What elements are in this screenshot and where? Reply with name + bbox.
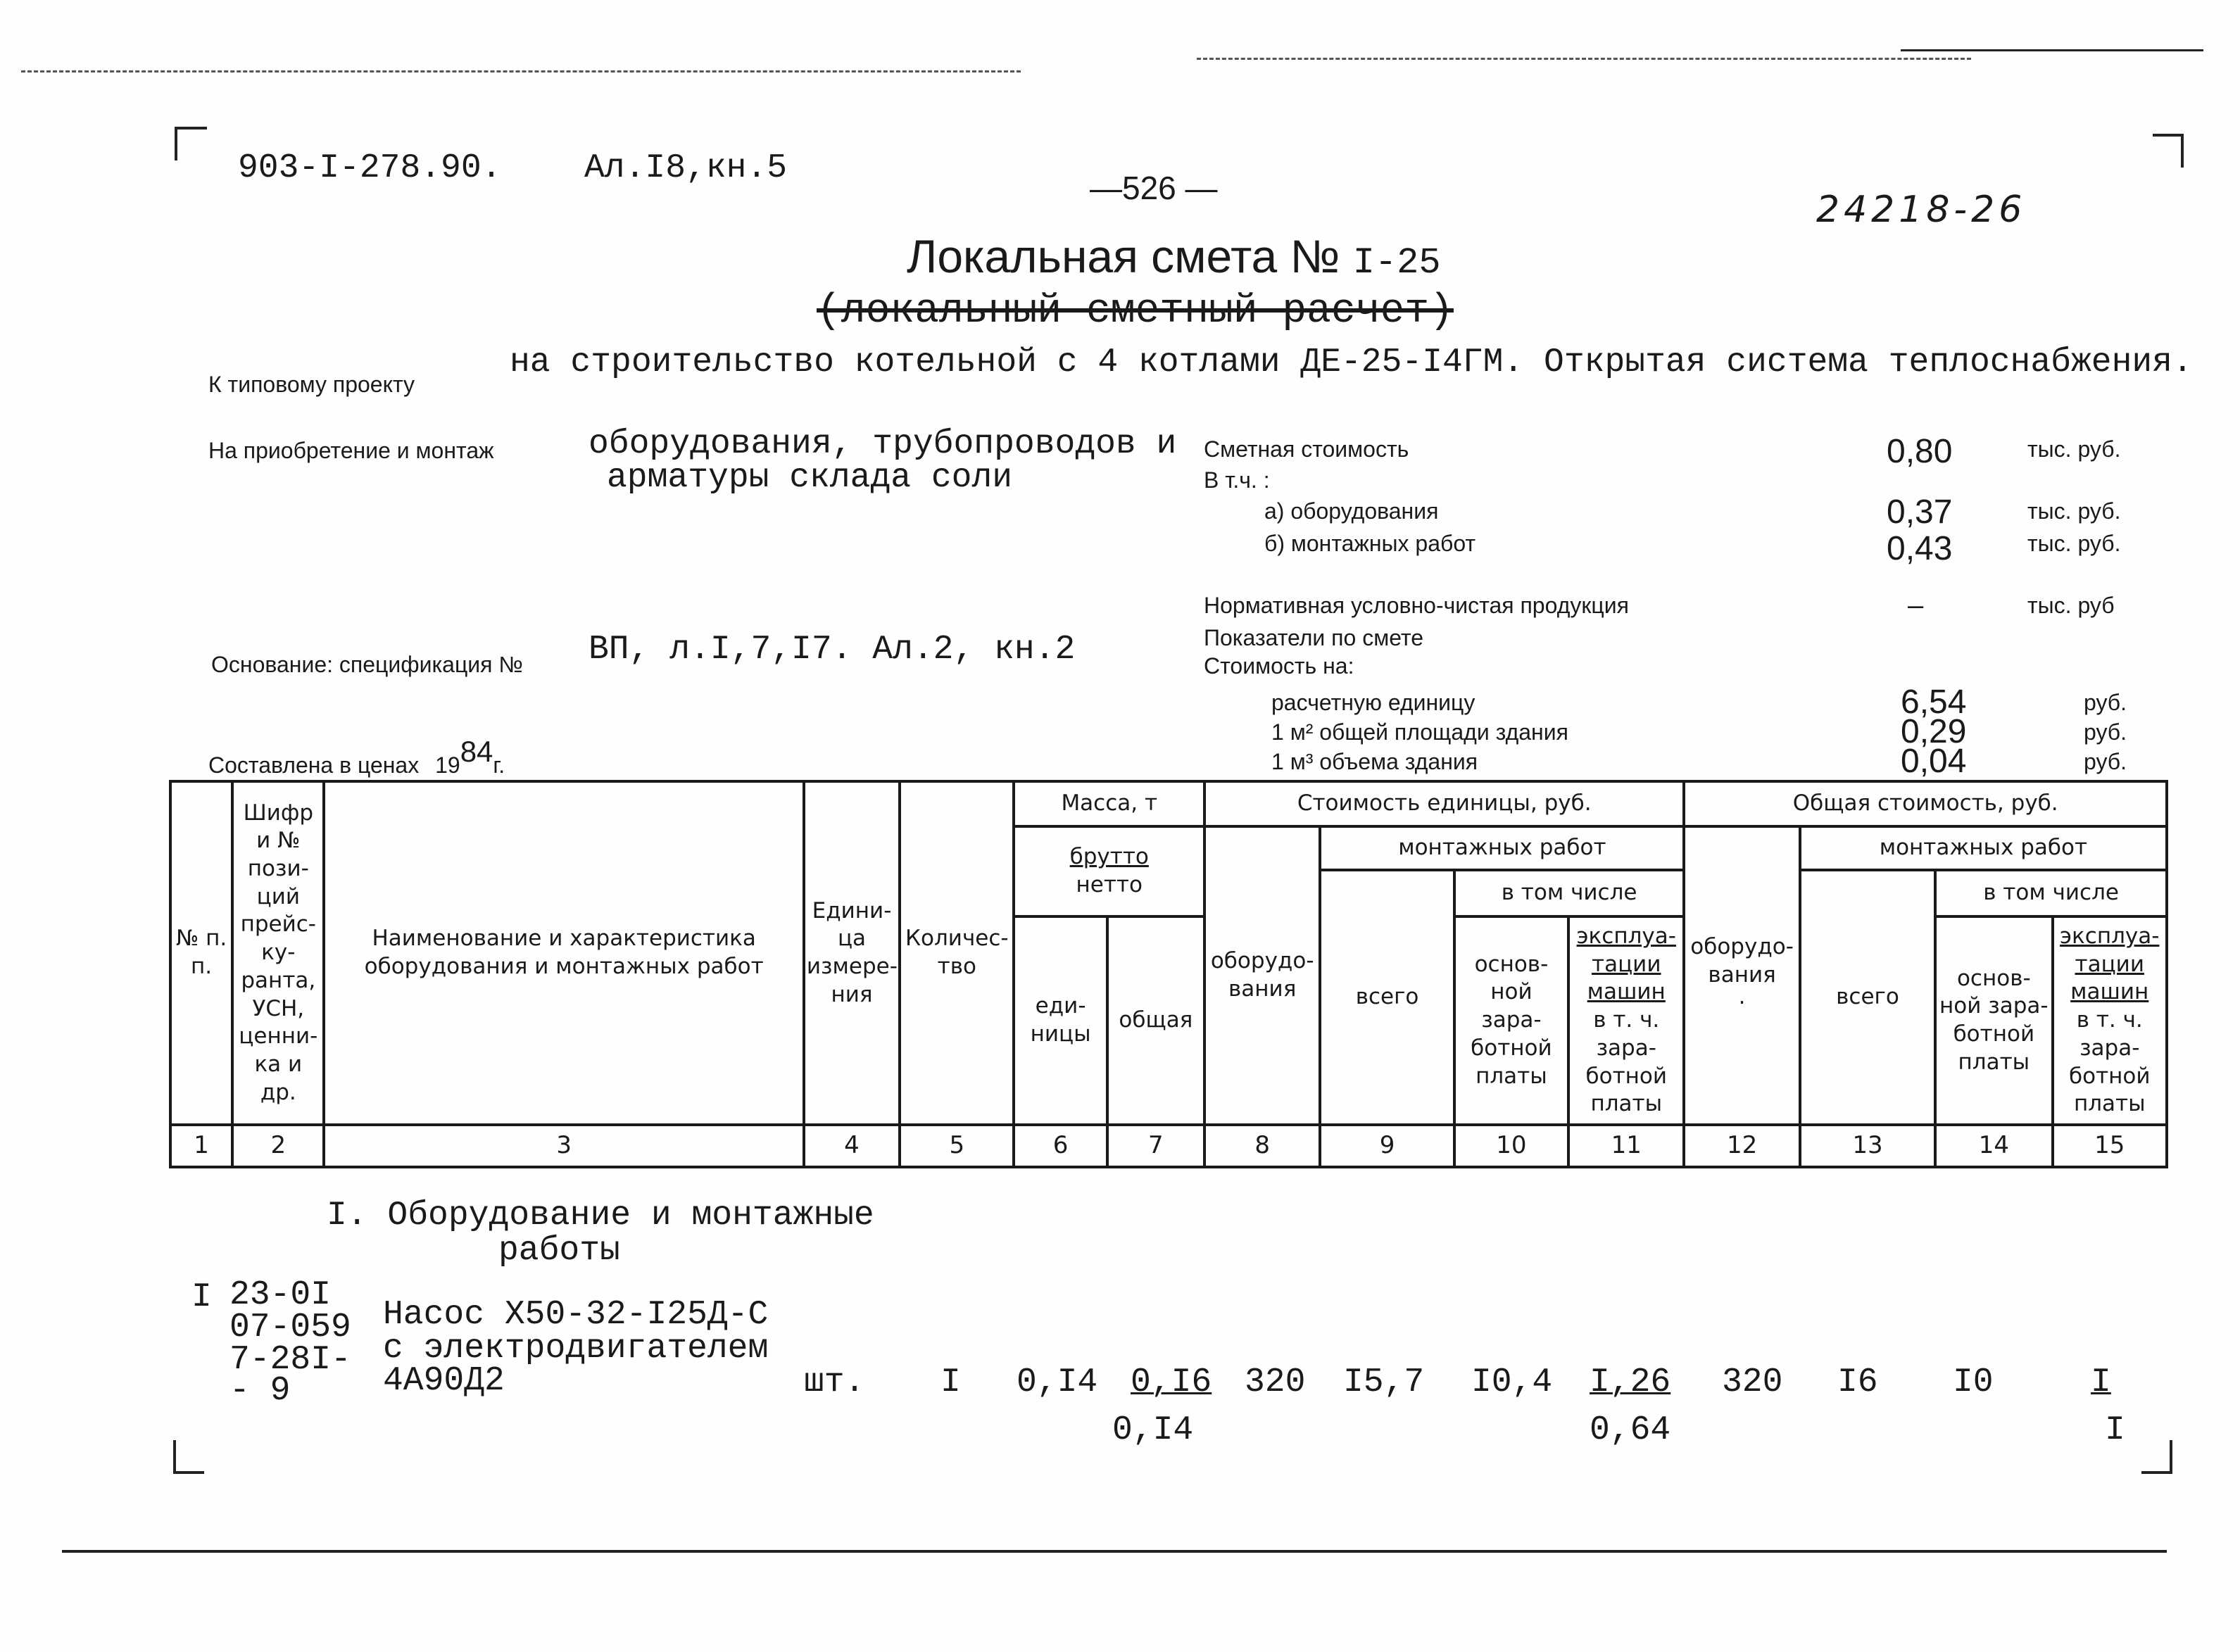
- item-unit-equipment: 320: [1245, 1363, 1306, 1401]
- col-header-total-equipment: [1684, 826, 1799, 1125]
- col-header-code: Шифр и № пози- ций прейс- ку- ранта, УСН, ценни- ка и др.: [232, 781, 324, 1125]
- col-header-brutto-netto: [1014, 826, 1204, 916]
- col-number: 13: [1800, 1125, 1935, 1167]
- col-number: 5: [900, 1125, 1014, 1167]
- item-unit: шт.: [804, 1363, 865, 1401]
- album-ref: Ал.I8,кн.5: [584, 149, 788, 187]
- per-unit-unit: руб.: [2084, 690, 2127, 715]
- col-number: 3: [324, 1125, 803, 1167]
- col-header-unit-machines-text: эксплуа- тации машин: [1576, 923, 1676, 1005]
- section-title-line2: работы: [498, 1232, 620, 1270]
- bottom-rule: [62, 1550, 2167, 1553]
- item-total-machines-wage: I: [2105, 1411, 2125, 1449]
- col-header-total-cost: Общая стоимость, руб.: [1684, 781, 2167, 826]
- col-header-total-machines-wage: в т. ч. зара- ботной платы: [2068, 1007, 2151, 1117]
- basis-value: ВП, л.I,7,I7. Ал.2, кн.2: [589, 631, 1076, 669]
- item-mass-unit: 0,I4: [1017, 1363, 1098, 1401]
- col-header-total-install-total: всего: [1800, 870, 1935, 1125]
- item-unit-base-wage: I0,4: [1471, 1363, 1553, 1401]
- prices-label: Составлена в ценах: [208, 752, 420, 778]
- doc-code: 903-I-278.90.: [238, 149, 502, 187]
- col-number: 11: [1568, 1125, 1684, 1167]
- basis-label: Основание: спецификация №: [211, 652, 523, 677]
- per-m3-unit: руб.: [2084, 749, 2127, 774]
- item-code-line3: 7-28I-: [229, 1341, 351, 1379]
- top-edge-dashes: [21, 70, 1021, 72]
- item-qty: I: [940, 1363, 961, 1401]
- section-title-line1: I. Оборудование и монтажные: [327, 1197, 874, 1235]
- col-header-unit-cost: Стоимость единицы, руб.: [1204, 781, 1684, 826]
- col-header-no: № п. п.: [170, 781, 232, 1125]
- col-header-total-machines-text: эксплуа- тации машин: [2060, 923, 2160, 1005]
- per-m2-label: 1 м² общей площади здания: [1271, 719, 1568, 745]
- col-header-total-machines: [2053, 916, 2167, 1125]
- install-cost-value: 0,43: [1887, 530, 1953, 567]
- total-cost-label: Сметная стоимость: [1204, 436, 1409, 462]
- corner-mark-br-v: [2170, 1440, 2172, 1473]
- col-header-name: Наименование и характеристика оборудования и монтажных работ: [324, 781, 803, 1125]
- col-number: 8: [1204, 1125, 1320, 1167]
- col-header-total-incl: в том числе: [1935, 870, 2167, 916]
- col-header-unit-incl: в том числе: [1454, 870, 1685, 916]
- per-m3-label: 1 м³ объема здания: [1271, 749, 1478, 774]
- col-number: 2: [232, 1125, 324, 1167]
- handwritten-number: 24218-26: [1816, 189, 2027, 231]
- col-header-brutto: брутто: [1069, 844, 1149, 870]
- col-header-total-base-wage: основ- ной зара- ботной платы: [1935, 916, 2052, 1125]
- normative-value: –: [1908, 590, 1924, 621]
- per-m3-value: 0,04: [1901, 743, 1967, 780]
- corner-mark-tl-h: [175, 127, 207, 130]
- col-header-mass-unit: еди- ницы: [1014, 916, 1107, 1125]
- indicators-label: Показатели по смете: [1204, 625, 1424, 650]
- col-number: 10: [1454, 1125, 1568, 1167]
- corner-mark-bl-v: [173, 1440, 176, 1473]
- col-header-unit-base-wage: основ- ной зара- ботной платы: [1454, 916, 1568, 1125]
- col-number: 7: [1107, 1125, 1204, 1167]
- col-number: 1: [170, 1125, 232, 1167]
- per-m2-value: 0,29: [1901, 713, 1967, 750]
- equipment-cost-value: 0,37: [1887, 493, 1953, 531]
- col-header-unit: Едини- ца измере- ния: [804, 781, 900, 1125]
- estimate-number: I-25: [1352, 242, 1441, 284]
- install-cost-unit: тыс. руб.: [2027, 531, 2121, 556]
- purpose-label: На приобретение и монтаж: [208, 438, 494, 463]
- item-no: I: [191, 1278, 212, 1316]
- item-total-install: I6: [1837, 1363, 1878, 1401]
- normative-unit: тыс. руб: [2027, 593, 2115, 618]
- cost-for-label: Стоимость на:: [1204, 653, 1354, 679]
- item-total-base-wage: I0: [1953, 1363, 1994, 1401]
- per-unit-value: 6,54: [1901, 683, 1967, 721]
- col-header-mass-total: общая: [1107, 916, 1204, 1125]
- col-header-unit-machines: [1568, 916, 1684, 1125]
- col-number: 15: [2053, 1125, 2167, 1167]
- col-header-total-install: монтажных работ: [1800, 826, 2167, 870]
- item-mass-total-netto: 0,I4: [1112, 1411, 1194, 1449]
- page-number: —526 —: [1090, 170, 1218, 206]
- estimate-table: [169, 780, 2168, 1168]
- per-unit-label: расчетную единицу: [1271, 690, 1475, 715]
- subtitle-crossed: (локальный сметный расчет): [817, 289, 1454, 334]
- normative-label: Нормативная условно-чистая продукция: [1204, 593, 1629, 618]
- col-header-netto: нетто: [1076, 872, 1143, 897]
- item-unit-install-total: I5,7: [1343, 1363, 1425, 1401]
- install-cost-label: б) монтажных работ: [1264, 531, 1476, 556]
- page-title-text: Локальная смета №: [907, 230, 1340, 282]
- total-cost-value: 0,80: [1887, 433, 1953, 470]
- top-edge-line: [1901, 49, 2203, 51]
- prices-year: 84: [460, 735, 493, 768]
- col-header-unit-install: монтажных работ: [1320, 826, 1684, 870]
- equipment-cost-unit: тыс. руб.: [2027, 498, 2121, 524]
- col-number: 6: [1014, 1125, 1107, 1167]
- col-number: 9: [1320, 1125, 1454, 1167]
- item-code-line2: 07-059: [229, 1309, 351, 1347]
- equipment-cost-label: а) оборудования: [1264, 498, 1439, 524]
- project-label: К типовому проекту: [208, 372, 415, 397]
- per-m2-unit: руб.: [2084, 719, 2127, 745]
- item-unit-machines-wage: 0,64: [1590, 1411, 1671, 1449]
- col-header-unit-machines-wage: в т. ч. зара- ботной платы: [1585, 1007, 1668, 1117]
- item-total-equipment: 320: [1722, 1363, 1783, 1401]
- corner-mark-bl-h: [173, 1471, 204, 1474]
- col-header-qty: Количес- тво: [900, 781, 1014, 1125]
- col-header-total-equipment-text: оборудо- вания: [1690, 934, 1794, 988]
- col-header-total-equipment-mark: ·: [1738, 990, 1746, 1016]
- col-header-unit-install-total: всего: [1320, 870, 1454, 1125]
- col-number: 14: [1935, 1125, 2052, 1167]
- col-number: 12: [1684, 1125, 1799, 1167]
- col-header-mass: Масса, т: [1014, 781, 1204, 826]
- purpose-line2: арматуры склада соли: [607, 459, 1013, 497]
- prices-line: [208, 735, 505, 780]
- item-name-line1: Насос Х50-32-I25Д-С: [383, 1296, 769, 1334]
- incl-label: В т.ч. :: [1204, 467, 1270, 493]
- item-name-line2: с электродвигателем: [383, 1330, 769, 1368]
- item-total-machines: I: [2091, 1363, 2111, 1401]
- prices-prefix: 19: [435, 752, 460, 778]
- item-name-line3: 4А90Д2: [383, 1362, 505, 1400]
- col-number: 4: [804, 1125, 900, 1167]
- prices-suffix: г.: [493, 752, 505, 778]
- corner-mark-tr-v: [2181, 134, 2184, 168]
- corner-mark-tl-v: [175, 127, 177, 160]
- purpose-line1: оборудования, трубопроводов и: [589, 425, 1177, 463]
- corner-mark-tr-h: [2153, 134, 2184, 137]
- project-text: на строительство котельной с 4 котлами ДЕ-25-I4ГМ. Открытая система теплоснабжения.: [510, 343, 2193, 382]
- corner-mark-br-h: [2141, 1471, 2172, 1474]
- total-cost-unit: тыс. руб.: [2027, 436, 2121, 462]
- item-unit-machines: I,26: [1590, 1363, 1671, 1401]
- item-code-line4: - 9: [229, 1372, 291, 1410]
- col-header-unit-equipment: оборудо- вания: [1204, 826, 1320, 1125]
- top-edge-dashes-right: [1197, 58, 1971, 60]
- item-code-line1: 23-0I: [229, 1276, 332, 1314]
- page-title: [907, 229, 1441, 284]
- item-mass-total-brutto: 0,I6: [1131, 1363, 1212, 1401]
